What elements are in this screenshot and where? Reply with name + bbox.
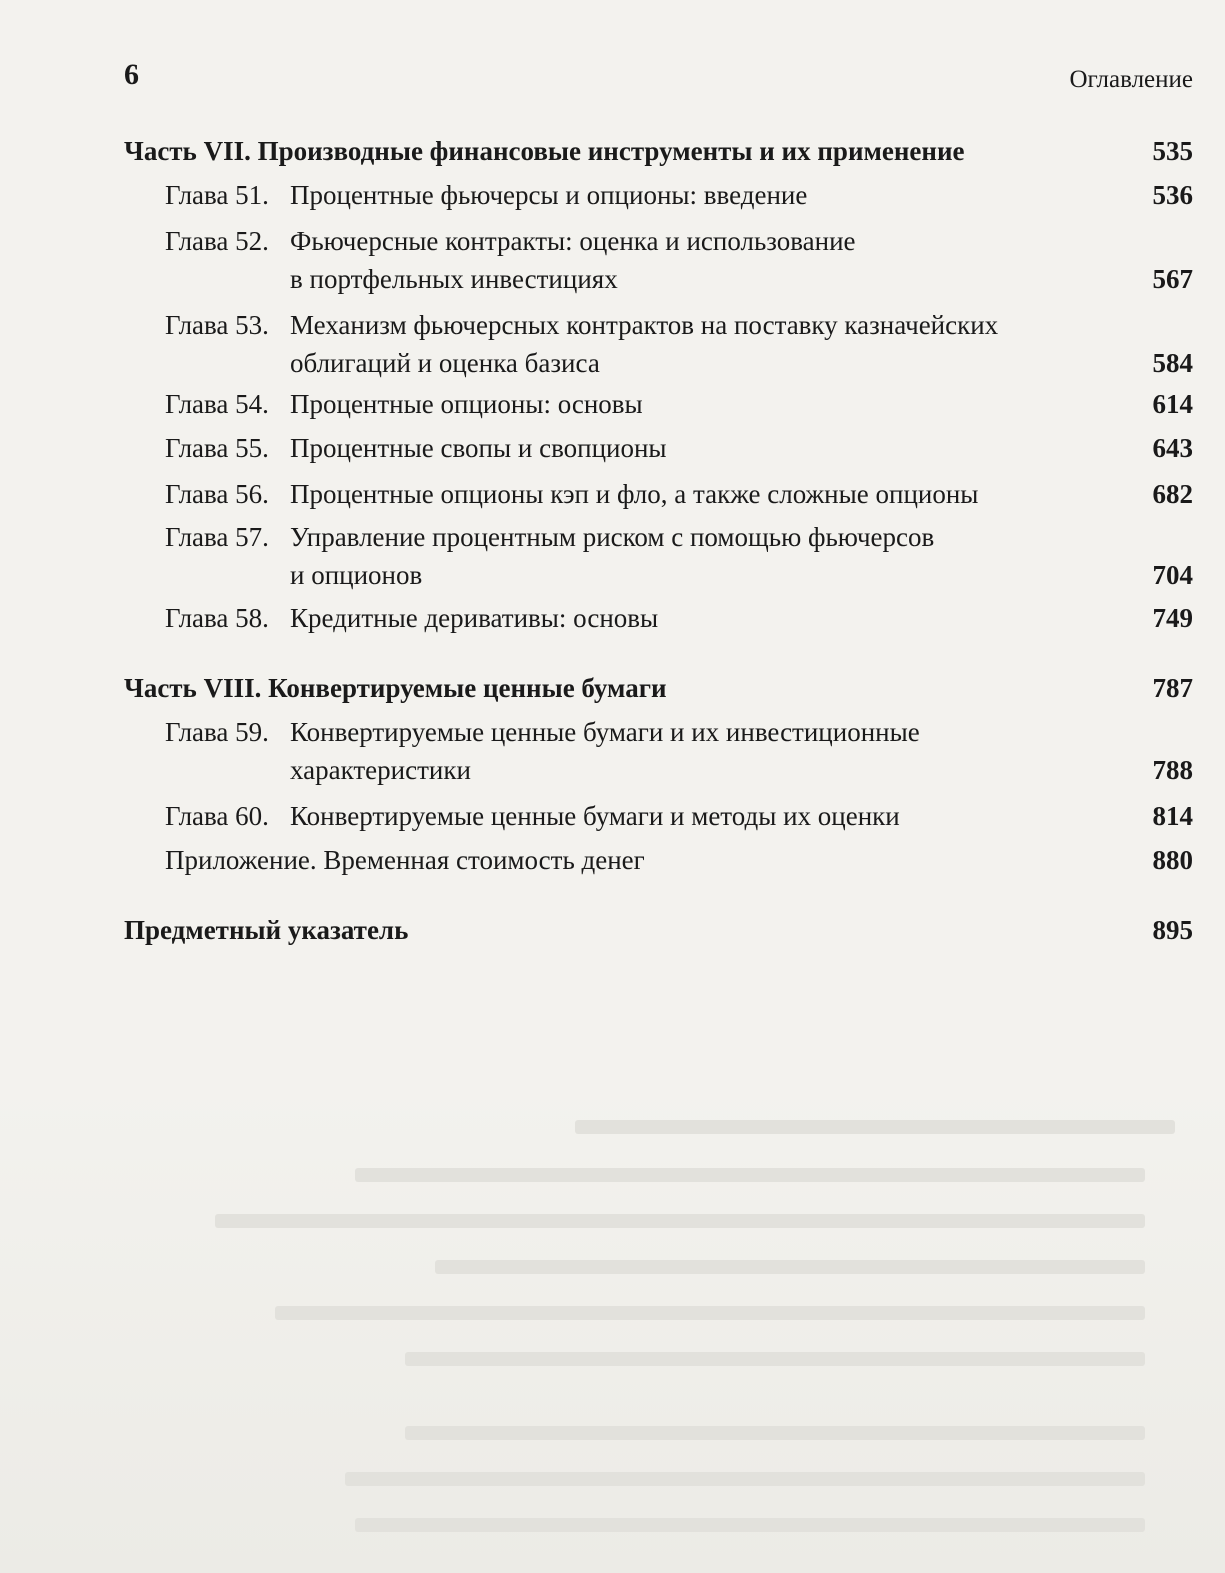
part-title: Часть VIII. Конвертируемые ценные бумаги [124,673,667,703]
chapter-number: Глава 54. [165,389,269,419]
running-header: Оглавление [1069,66,1193,93]
chapter-title: Фьючерсные контракты: оценка и использование [290,226,856,256]
show-through-line [275,1306,1145,1320]
chapter-title: Процентные фьючерсы и опционы: введение [290,180,808,210]
chapter-number: Глава 53. [165,310,269,340]
chapter-title-continuation: облигаций и оценка базиса [290,348,600,378]
show-through-line [355,1518,1145,1532]
chapter-number: Глава 57. [165,522,269,552]
page-reference: 814 [1152,801,1193,831]
show-through-line [215,1214,1145,1228]
page-reference: 536 [1152,180,1193,210]
chapter-number: Глава 60. [165,801,269,831]
page-reference: 682 [1152,479,1193,509]
page-number: 6 [124,58,139,91]
show-through-line [355,1168,1145,1182]
chapter-title: Процентные опционы: основы [290,389,643,419]
show-through-line [405,1426,1145,1440]
chapter-title: Кредитные деривативы: основы [290,603,659,633]
page-reference: 880 [1152,845,1193,875]
chapter-title-continuation: характеристики [290,755,471,785]
page-reference: 749 [1152,603,1193,633]
chapter-title: Управление процентным риском с помощью фьючерсов [290,522,935,552]
page-reference: 787 [1152,673,1193,703]
chapter-title: Конвертируемые ценные бумаги и их инвестиционные [290,717,920,747]
show-through-line [405,1352,1145,1366]
appendix-title: Приложение. Временная стоимость денег [165,845,645,875]
chapter-title: Процентные свопы и свопционы [290,433,667,463]
page-reference: 643 [1152,433,1193,463]
chapter-number: Глава 52. [165,226,269,256]
show-through-line [575,1120,1175,1134]
chapter-title-continuation: и опционов [290,560,423,590]
show-through-area [0,1080,1225,1573]
chapter-title-continuation: в портфельных инвестициях [290,264,618,294]
chapter-title: Механизм фьючерсных контрактов на поставку казначейских [290,310,999,340]
chapter-number: Глава 59. [165,717,269,747]
page-reference: 535 [1152,136,1193,166]
chapter-number: Глава 56. [165,479,269,509]
page-reference: 895 [1152,915,1193,945]
show-through-line [435,1260,1145,1274]
part-title: Часть VII. Производные финансовые инструменты и их применение [124,136,965,166]
chapter-title: Конвертируемые ценные бумаги и методы их оценки [290,801,900,831]
chapter-number: Глава 51. [165,180,269,210]
chapter-title: Процентные опционы кэп и фло, а также сложные опционы [290,479,979,509]
show-through-line [345,1472,1145,1486]
page-reference: 567 [1152,264,1193,294]
page-reference: 614 [1152,389,1193,419]
page-reference: 584 [1152,348,1193,378]
index-title: Предметный указатель [124,915,409,945]
page-reference: 788 [1152,755,1193,785]
chapter-number: Глава 58. [165,603,269,633]
page-reference: 704 [1152,560,1193,590]
chapter-number: Глава 55. [165,433,269,463]
